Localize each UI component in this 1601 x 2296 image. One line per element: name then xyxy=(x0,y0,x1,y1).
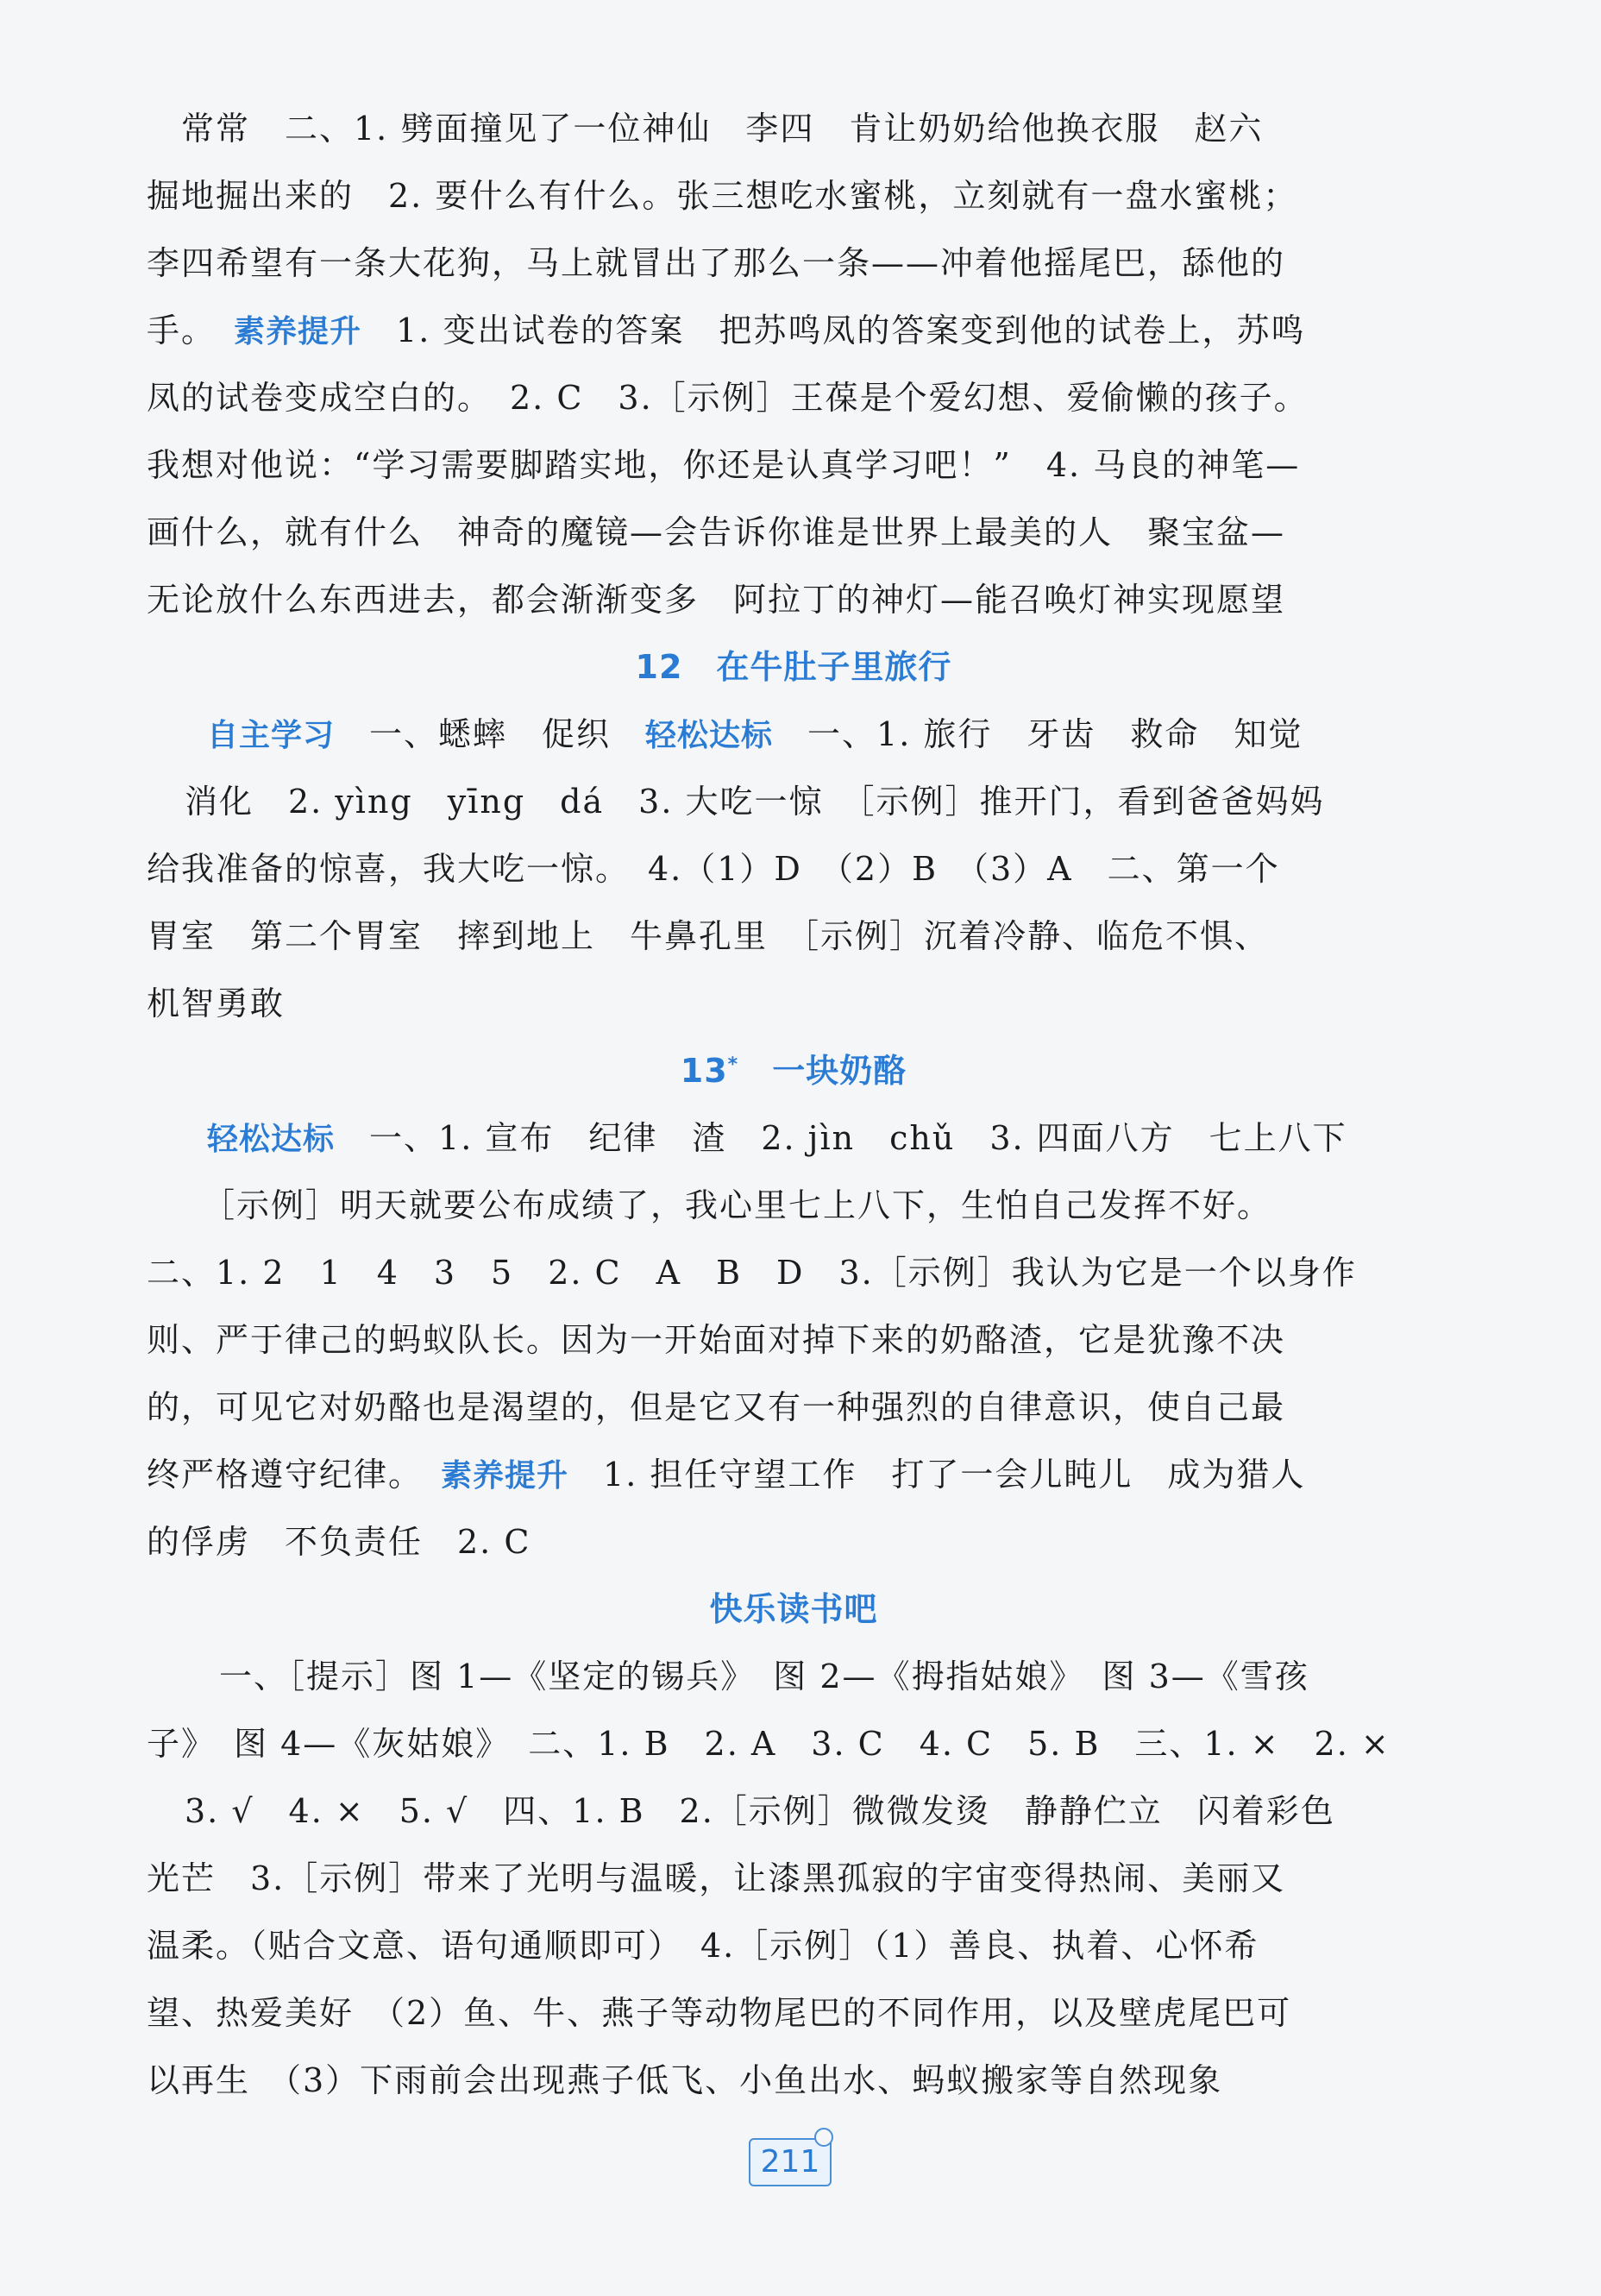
text-line xyxy=(147,1725,1391,1763)
text-span: 手。 xyxy=(147,311,235,349)
text-span: 望、热爱美好 （2）鱼、牛、燕子等动物尾巴的不同作用，以及壁虎尾巴可 xyxy=(147,1994,1292,2032)
section-heading xyxy=(147,1052,1441,1090)
text-span: 1. 担任守望工作 打了一会儿盹儿 成为猎人 xyxy=(568,1456,1306,1494)
text-line xyxy=(202,1186,1272,1224)
text-span: 二、1. 2 1 4 3 5 2. C A B D 3.［示例］我认为它是一个以身作 xyxy=(147,1254,1357,1292)
text-line xyxy=(207,715,1303,753)
text-line xyxy=(147,513,1286,551)
section-tag: 自主学习 xyxy=(207,718,336,753)
text-line xyxy=(147,1458,1305,1492)
text-span: 子》 图 4—《灰姑娘》 二、1. B 2. A 3. C 4. C 5. B 三、1. × 2. × xyxy=(147,1725,1391,1763)
text-span: 消化 2. yìng yīng dá 3. 大吃一惊 ［示例］推开门，看到爸爸妈妈 xyxy=(185,783,1325,821)
text-span: 无论放什么东西进去，都会渐渐变多 阿拉丁的神灯—能召唤灯神实现愿望 xyxy=(147,581,1286,619)
text-line xyxy=(219,1660,1309,1693)
text-line xyxy=(185,1792,1335,1830)
text-line xyxy=(147,1927,1259,1965)
page-number: 211 xyxy=(749,2138,832,2186)
text-line xyxy=(147,311,1306,349)
section-tag: 轻松达标 xyxy=(207,1122,336,1157)
text-line xyxy=(147,1523,531,1561)
text-span: 常常 二、1. 劈面撞见了一位神仙 李四 肯让奶奶给他换衣服 赵六 xyxy=(181,110,1264,148)
section-tag: 轻松达标 xyxy=(645,718,774,753)
apple-icon xyxy=(814,2128,833,2147)
text-span: 的，可见它对奶酪也是渴望的，但是它又有一种强烈的自律意识，使自己最 xyxy=(147,1388,1286,1426)
text-span: 温柔。（贴合文意、语句通顺即可） 4.［示例］（1）善良、执着、心怀希 xyxy=(147,1927,1259,1965)
text-span: 终严格遵守纪律。 xyxy=(147,1456,442,1494)
text-line xyxy=(147,1321,1286,1359)
text-span: 3. √ 4. × 5. √ 四、1. B 2.［示例］微微发烫 静静伫立 闪着彩色 xyxy=(185,1792,1335,1830)
section-heading: 快乐读书吧 xyxy=(709,1590,878,1628)
text-line xyxy=(207,1119,1347,1157)
section-tag: 素养提升 xyxy=(441,1458,569,1494)
text-span: 画什么，就有什么 神奇的魔镜—会告诉你谁是世界上最美的人 聚宝盆— xyxy=(147,513,1286,551)
text-span: 光芒 3.［示例］带来了光明与温暖，让漆黑孤寂的宇宙变得热闹、美丽又 xyxy=(147,1859,1286,1897)
text-line xyxy=(147,177,1298,215)
text-line xyxy=(147,984,286,1022)
text-span: ［示例］明天就要公布成绩了，我心里七上八下，生怕自己发挥不好。 xyxy=(202,1186,1272,1224)
text-span: 李四希望有一条大花狗，马上就冒出了那么一条——冲着他摇尾巴，舔他的 xyxy=(147,244,1286,282)
text-span: 一、［提示］图 1—《坚定的锡兵》 图 2—《拇指姑娘》 图 3—《雪孩 xyxy=(219,1658,1309,1695)
text-line xyxy=(147,446,1301,484)
heading-title: 一块奶酪 xyxy=(738,1052,907,1090)
text-line xyxy=(147,1994,1292,2032)
text-line xyxy=(147,850,1280,888)
text-span: 机智勇敢 xyxy=(147,984,286,1022)
text-span: 则、严于律己的蚂蚁队长。因为一开始面对掉下来的奶酪渣，它是犹豫不决 xyxy=(147,1321,1286,1359)
text-line xyxy=(147,244,1286,282)
text-span: 一、1. 旅行 牙齿 救命 知觉 xyxy=(773,715,1303,753)
text-line xyxy=(147,1388,1286,1426)
text-line xyxy=(185,783,1325,821)
heading-number: 13 xyxy=(680,1052,728,1090)
text-span: 一、蟋蟀 促织 xyxy=(335,715,646,753)
text-span: 的俘虏 不负责任 2. C xyxy=(147,1523,531,1561)
text-line xyxy=(147,1859,1286,1897)
section-heading: 12 在牛肚子里旅行 xyxy=(635,648,952,686)
section-tag: 素养提升 xyxy=(234,314,362,349)
text-line xyxy=(147,581,1286,619)
text-line xyxy=(147,917,1270,955)
text-line xyxy=(147,2061,1223,2099)
text-span: 胃室 第二个胃室 摔到地上 牛鼻孔里 ［示例］沉着冷静、临危不惧、 xyxy=(147,917,1270,955)
text-line xyxy=(181,110,1264,148)
text-span: 以再生 （3）下雨前会出现燕子低飞、小鱼出水、蚂蚁搬家等自然现象 xyxy=(147,2061,1223,2099)
text-span: 我想对他说：“学习需要脚踏实地，你还是认真学习吧！” 4. 马良的神笔— xyxy=(147,446,1301,484)
text-span: 凤的试卷变成空白的。 2. C 3.［示例］王葆是个爱幻想、爱偷懒的孩子。 xyxy=(147,379,1309,417)
heading-star: * xyxy=(727,1054,739,1076)
text-span: 1. 变出试卷的答案 把苏鸣凤的答案变到他的试卷上，苏鸣 xyxy=(361,311,1306,349)
text-line xyxy=(147,379,1309,417)
text-span: 给我准备的惊喜，我大吃一惊。 4.（1）D （2）B （3）A 二、第一个 xyxy=(147,850,1280,888)
text-span: 掘地掘出来的 2. 要什么有什么。张三想吃水蜜桃，立刻就有一盘水蜜桃； xyxy=(147,177,1298,215)
text-span: 一、1. 宣布 纪律 渣 2. jìn chǔ 3. 四面八方 七上八下 xyxy=(335,1119,1347,1157)
text-line xyxy=(147,1254,1357,1292)
